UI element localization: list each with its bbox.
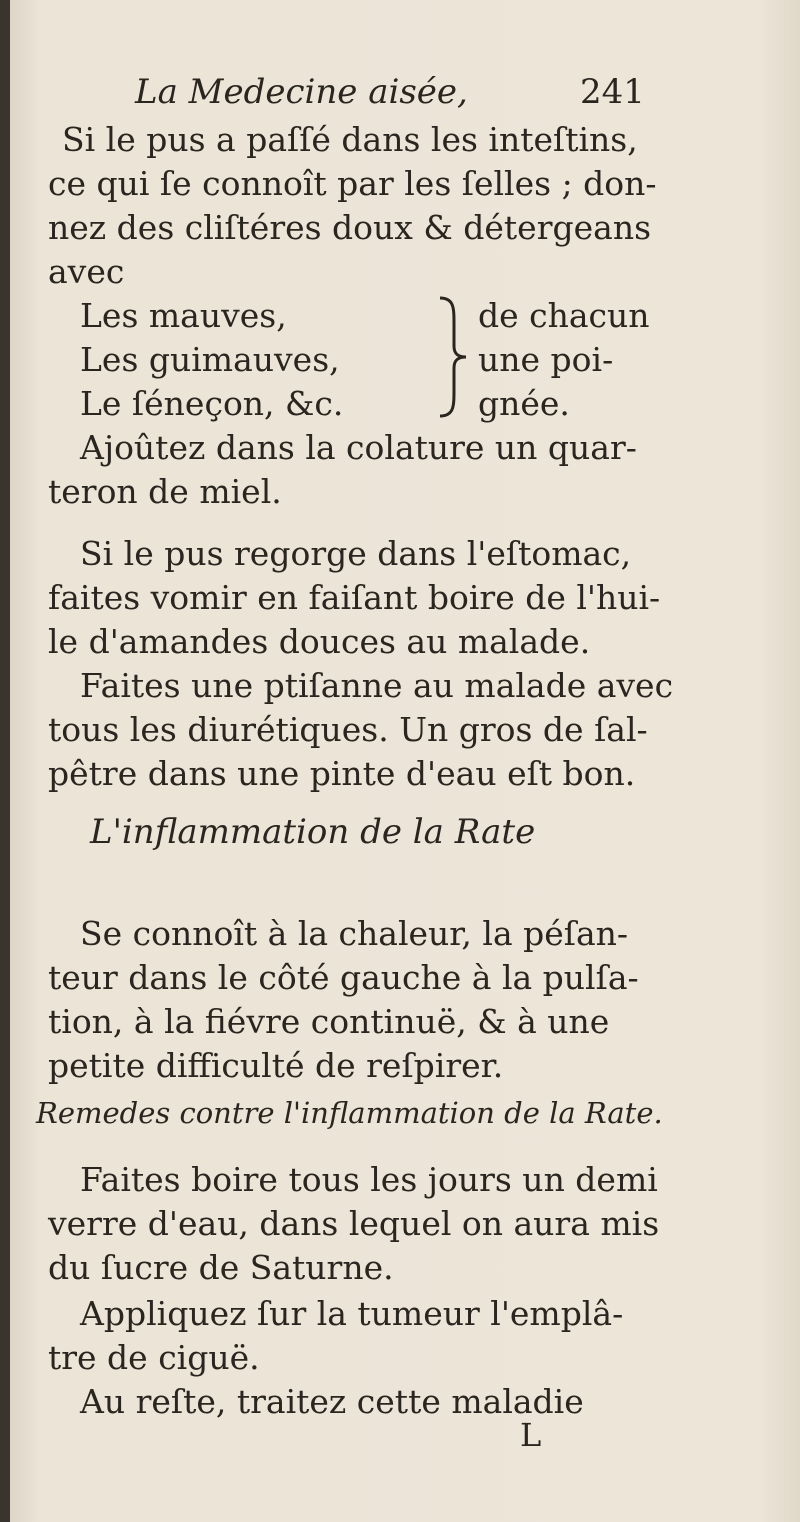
page-binding-edge (0, 0, 10, 1522)
text-line: Ajoûtez dans la colature un quar- (80, 428, 637, 467)
text-line: Si le pus regorge dans l'eſtomac, (80, 534, 632, 573)
text-line: Faites une ptiſanne au malade avec (80, 666, 674, 705)
text-line: verre d'eau, dans lequel on aura mis (48, 1204, 660, 1243)
text-line: pêtre dans une pinte d'eau eſt bon. (48, 754, 636, 793)
text-line: tous les diurétiques. Un gros de ſal- (48, 710, 648, 749)
text-line: petite difficulté de reſpirer. (48, 1046, 504, 1085)
recipe-dose: gnée. (478, 384, 570, 423)
text-line: teron de miel. (48, 472, 282, 511)
text-line: Appliquez ſur la tumeur l'emplâ- (80, 1294, 624, 1333)
text-line: ce qui ſe connoît par les ſelles ; don- (48, 164, 657, 203)
section-heading: L'inflammation de la Rate (90, 812, 536, 852)
text-line: nez des cliſtéres doux & détergeans (48, 208, 652, 247)
recipe-item: Les guimauves, (80, 340, 340, 379)
page-number: 241 (580, 72, 645, 112)
subsection-heading: Remedes contre l'inflammation de la Rate. (36, 1096, 663, 1130)
text-line: Faites boire tous les jours un demi (80, 1160, 658, 1199)
text-line: Se connoît à la chaleur, la péſan- (80, 914, 629, 953)
text-line: du ſucre de Saturne. (48, 1248, 394, 1287)
text-line: teur dans le côté gauche à la pulſa- (48, 958, 639, 997)
recipe-item: Le ſéneçon, &c. (80, 384, 344, 423)
text-line: le d'amandes douces au malade. (48, 622, 591, 661)
text-line: Si le pus a paſſé dans les inteſtins, (62, 120, 638, 159)
signature-mark: L (520, 1416, 542, 1454)
text-line: avec (48, 252, 125, 291)
recipe-dose: de chacun (478, 296, 650, 335)
text-line: tre de ciguë. (48, 1338, 260, 1377)
recipe-item: Les mauves, (80, 296, 287, 335)
text-line: Au reſte, traitez cette maladie (80, 1382, 584, 1421)
brace-icon (432, 294, 472, 420)
recipe-dose: une poi- (478, 340, 614, 379)
text-line: faites vomir en faiſant boire de l'hui- (48, 578, 661, 617)
running-head: La Medecine aisée, (135, 72, 468, 112)
text-line: tion, à la fiévre continuë, & à une (48, 1002, 610, 1041)
